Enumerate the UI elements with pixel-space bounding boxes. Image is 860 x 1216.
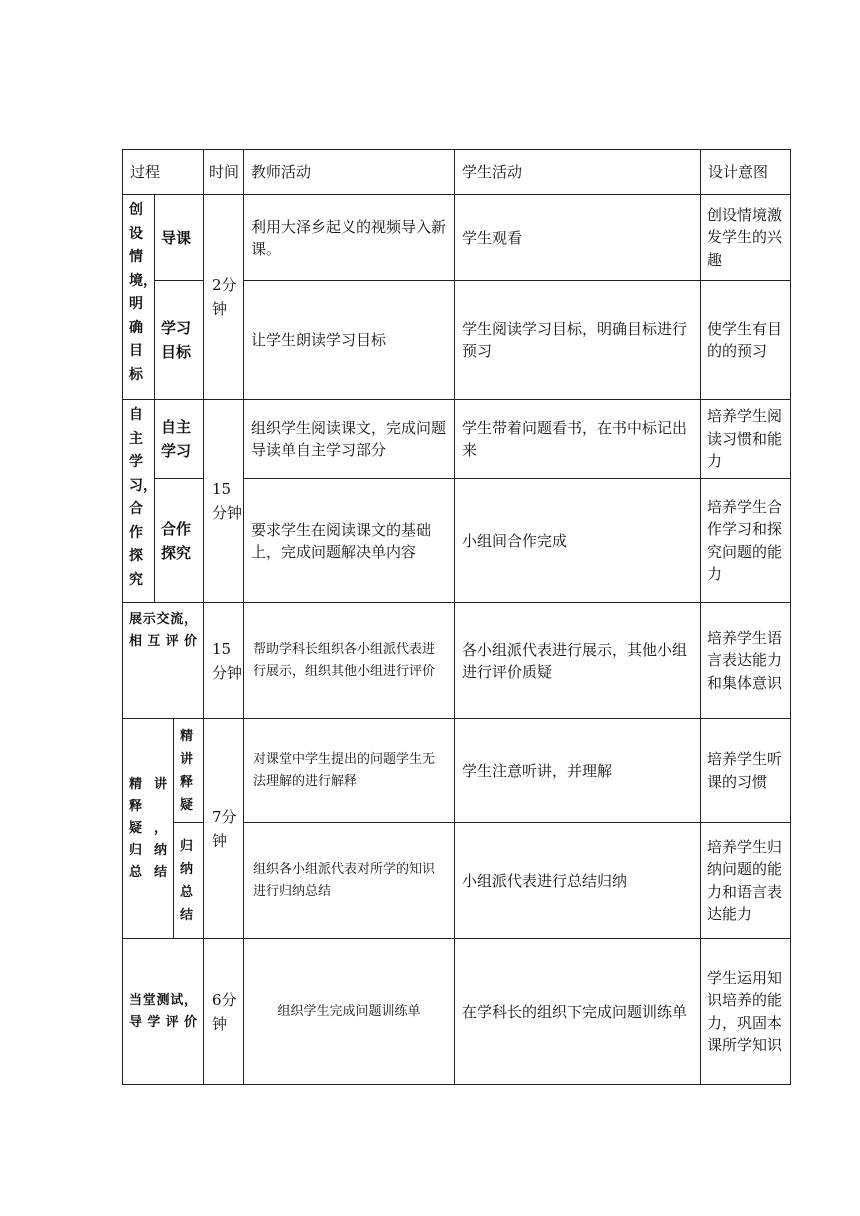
student-activity: 学生带着问题看书，在书中标记出来 <box>455 400 701 479</box>
student-activity: 学生阅读学习目标，明确目标进行预习 <box>455 281 701 400</box>
process-sub: 学习目标 <box>155 281 204 400</box>
design-intent: 培养学生听课的习惯 <box>701 719 791 823</box>
design-intent: 学生运用知识培养的能力，巩固本课所学知识 <box>701 939 791 1085</box>
process-sub: 自主学习 <box>155 400 204 479</box>
process-sub: 导课 <box>155 195 204 281</box>
teacher-activity: 组织各小组派代表对所学的知识进行归纳总结 <box>244 823 455 939</box>
lesson-plan-table <box>122 149 791 1085</box>
table-row <box>123 603 791 719</box>
table-row <box>123 939 791 1085</box>
design-intent: 培养学生阅读习惯和能力 <box>701 400 791 479</box>
time-cell: 7分钟 <box>204 719 244 939</box>
table-row <box>123 719 791 823</box>
header-teacher: 教师活动 <box>244 150 455 195</box>
header-row <box>123 150 791 195</box>
design-intent: 培养学生归纳问题的能力和语言表达能力 <box>701 823 791 939</box>
process-sub: 合作探究 <box>155 479 204 603</box>
time-cell: 15分钟 <box>204 400 244 603</box>
header-process: 过程 <box>123 150 204 195</box>
teacher-activity: 组织学生阅读课文，完成问题导读单自主学习部分 <box>244 400 455 479</box>
header-intent: 设计意图 <box>701 150 791 195</box>
student-activity: 小组间合作完成 <box>455 479 701 603</box>
design-intent: 使学生有目的的预习 <box>701 281 791 400</box>
teacher-activity: 对课堂中学生提出的问题学生无法理解的进行解释 <box>244 719 455 823</box>
student-activity: 学生注意听讲，并理解 <box>455 719 701 823</box>
student-activity: 各小组派代表进行展示，其他小组进行评价质疑 <box>455 603 701 719</box>
process-sub: 归纳总结 <box>174 823 204 939</box>
process-group: 精讲释疑，归纳总结 <box>123 719 174 939</box>
process-sub: 精讲释疑 <box>174 719 204 823</box>
process-group: 展示交流，相互评价 <box>123 603 204 719</box>
table-row <box>123 195 791 281</box>
teacher-activity: 组织学生完成问题训练单 <box>244 939 455 1085</box>
header-time: 时间 <box>204 150 244 195</box>
teacher-activity: 帮助学科长组织各小组派代表进行展示，组织其他小组进行评价 <box>244 603 455 719</box>
process-group: 当堂测试，导学评价 <box>123 939 204 1085</box>
table-row <box>123 400 791 479</box>
time-cell: 15分钟 <box>204 603 244 719</box>
teacher-activity: 让学生朗读学习目标 <box>244 281 455 400</box>
student-activity: 学生观看 <box>455 195 701 281</box>
teacher-activity: 要求学生在阅读课文的基础上，完成问题解决单内容 <box>244 479 455 603</box>
student-activity: 在学科长的组织下完成问题训练单 <box>455 939 701 1085</box>
teacher-activity: 利用大泽乡起义的视频导入新课。 <box>244 195 455 281</box>
process-group: 自主学习，合作探究 <box>123 400 155 603</box>
process-group: 创设情境，明确目标 <box>123 195 155 400</box>
design-intent: 培养学生合作学习和探究问题的能力 <box>701 479 791 603</box>
header-student: 学生活动 <box>455 150 701 195</box>
design-intent: 培养学生语言表达能力和集体意识 <box>701 603 791 719</box>
student-activity: 小组派代表进行总结归纳 <box>455 823 701 939</box>
design-intent: 创设情境激发学生的兴趣 <box>701 195 791 281</box>
time-cell: 2分钟 <box>204 195 244 400</box>
time-cell: 6分钟 <box>204 939 244 1085</box>
